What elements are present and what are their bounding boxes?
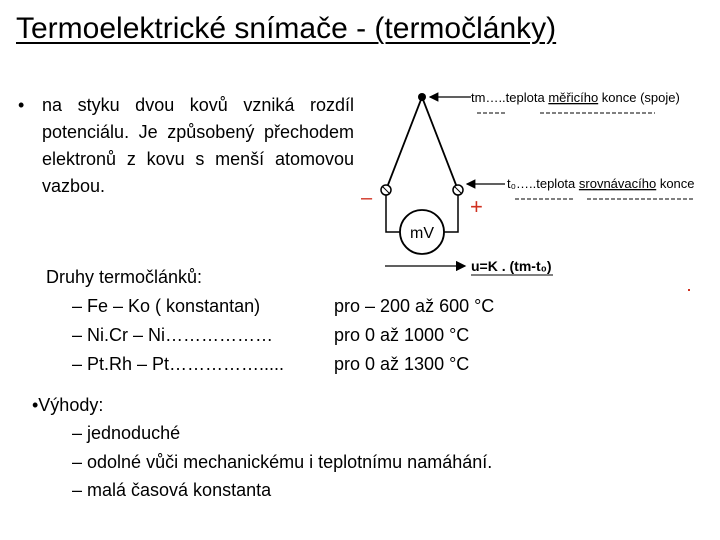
bullet: • (18, 95, 25, 115)
intro-paragraph (18, 92, 354, 200)
types-heading: Druhy termočlánků: (46, 267, 203, 287)
left-wire (386, 97, 422, 190)
type-name-2: – Ni.Cr – Ni……………… (72, 325, 274, 345)
red-dot (688, 289, 690, 291)
right-wire (422, 97, 458, 190)
meter-label: mV (410, 225, 434, 242)
label-reference-end: t₀…..teplota srovnávacího konce (507, 176, 695, 191)
advantage-3: – malá časová konstanta (72, 480, 272, 500)
advantages-heading: •Výhody: (32, 395, 104, 415)
intro-text: na styku dvou kovů vzniká rozdíl potenciálu. Je způsobený přechodem elektronů z kovu s menší atomovou vazbou. (42, 95, 354, 196)
thermocouple-diagram (355, 78, 715, 278)
type-range-3: pro 0 až 1300 °C (334, 354, 470, 374)
label-measuring-end: tm…..teplota měřicího konce (spoje) (471, 90, 680, 105)
advantage-2: – odolné vůči mechanickému i teplotnímu namáhání. (72, 452, 493, 472)
measuring-junction (418, 93, 426, 101)
type-name-3: – Pt.Rh – Pt……………..... (72, 354, 285, 374)
type-range-2: pro 0 až 1000 °C (334, 325, 470, 345)
slide-title: Termoelektrické snímače - (termočlánky) (16, 12, 557, 45)
advantage-1: – jednoduché (72, 423, 181, 443)
minus-mark: – (361, 187, 373, 209)
plus-mark: + (470, 194, 483, 219)
type-range-1: pro – 200 až 600 °C (334, 296, 495, 316)
type-name-1: – Fe – Ko ( konstantan) (72, 296, 261, 316)
formula: u=K . (tm-t₀) (471, 258, 552, 274)
